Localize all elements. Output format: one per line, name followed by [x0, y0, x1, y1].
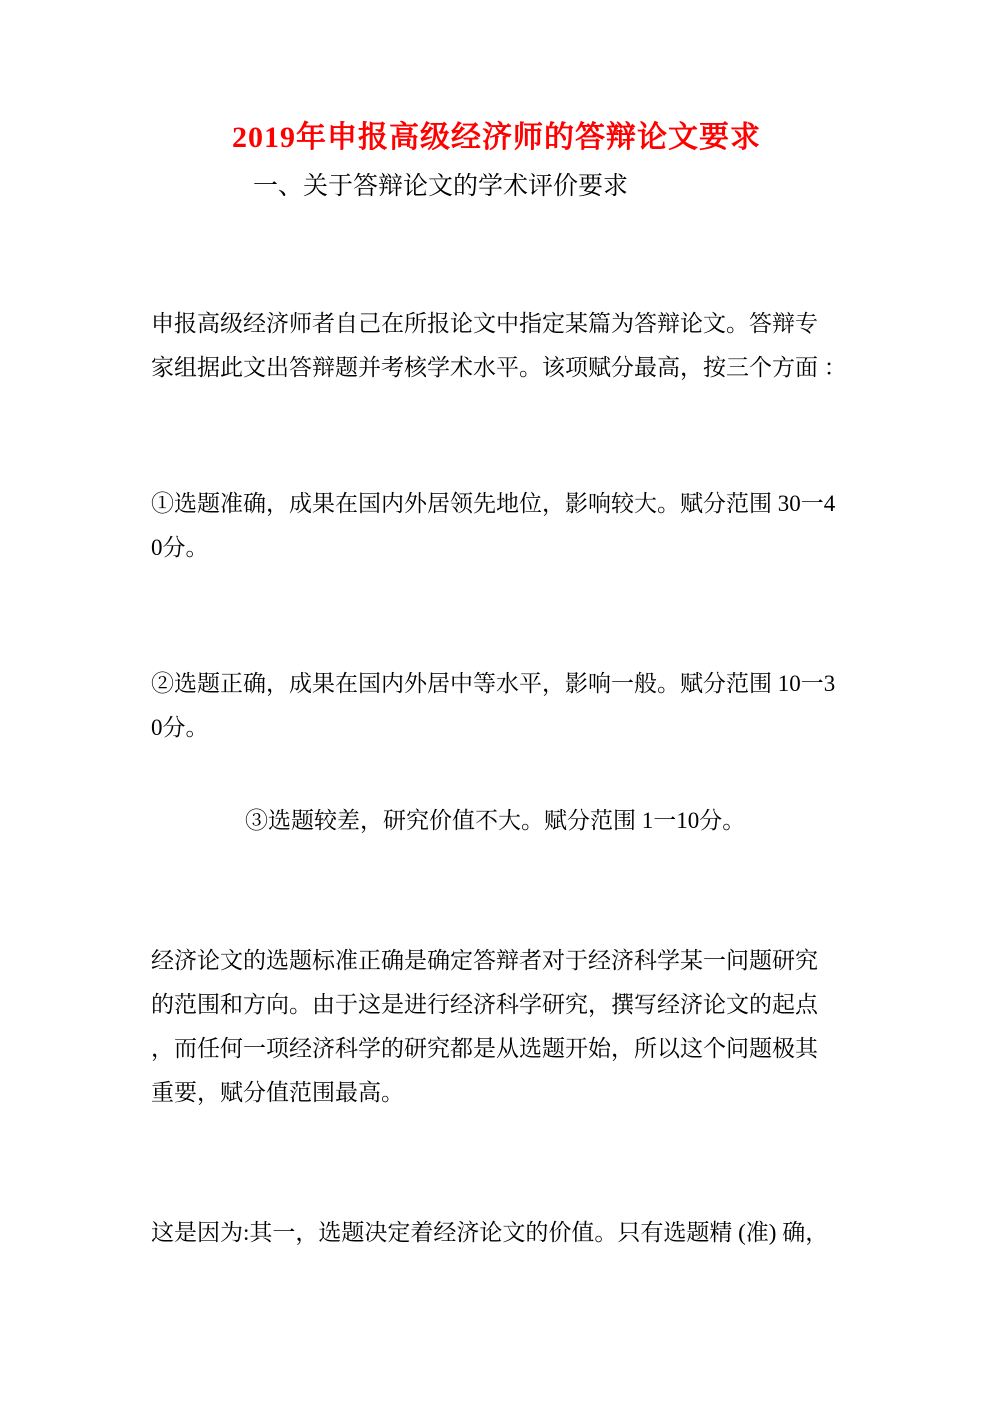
text-line: 申报高级经济师者自己在所报论文中指定某篇为答辩论文。答辩专 [151, 311, 818, 336]
text-line: ②选题正确，成果在国内外居中等水平，影响一般。赋分范围 10一3 [151, 671, 836, 696]
section-heading: 一、关于答辩论文的学术评价要求 [253, 173, 629, 200]
text-line: ，而任何一项经济科学的研究都是从选题开始，所以这个问题极其 [151, 1036, 818, 1061]
text-line: 的范围和方向。由于这是进行经济科学研究，撰写经济论文的起点 [151, 992, 818, 1017]
paragraph-item-3 [245, 799, 745, 843]
paragraph-item-2 [151, 662, 835, 750]
paragraph-intro [151, 302, 847, 390]
document-title: 2019年申报高级经济师的答辩论文要求 [232, 121, 761, 154]
paragraph-reason [151, 1211, 828, 1255]
text-line: 经济论文的选题标准正确是确定答辩者对于经济科学某一问题研究 [151, 948, 818, 973]
paragraph-selection-standard [151, 939, 818, 1115]
paragraph-item-1 [151, 482, 835, 570]
text-line: ③选题较差，研究价值不大。赋分范围 1一10分。 [245, 808, 746, 833]
text-line: 重要，赋分值范围最高。 [151, 1080, 404, 1105]
text-line: 0分。 [151, 715, 209, 740]
text-line: 0分。 [151, 535, 209, 560]
text-line: 家组据此文出答辩题并考核学术水平。该项赋分最高，按三个方面 ： [151, 355, 847, 380]
text-line: 这是因为:其一，选题决定着经济论文的价值。只有选题精 (准) 确， [151, 1220, 829, 1245]
text-line: ①选题准确，成果在国内外居领先地位，影响较大。赋分范围 30一4 [151, 491, 836, 516]
